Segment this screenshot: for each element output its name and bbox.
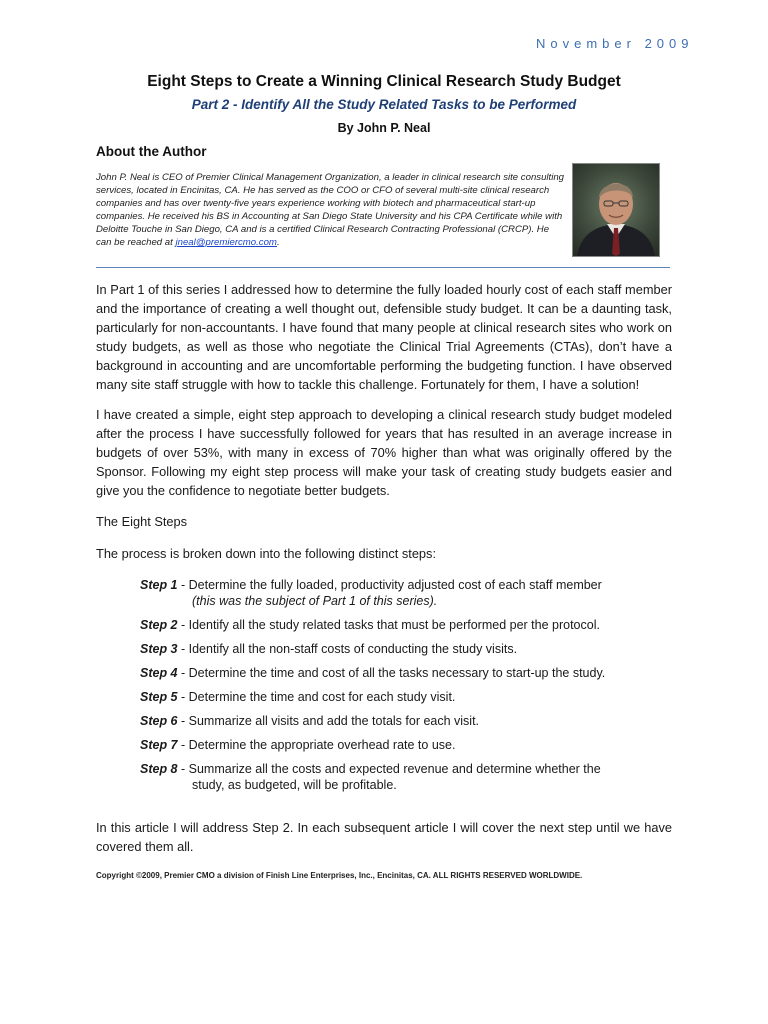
step-text: - Determine the time and cost for each study visit. bbox=[177, 690, 456, 704]
copyright-notice: Copyright ©2009, Premier CMO a division of Finish Line Enterprises, Inc., Encinitas, CA. ALL RIGHTS RESERVED WORLDWIDE. bbox=[96, 871, 583, 880]
step-text: - Determine the time and cost of all the tasks necessary to start-up the study. bbox=[177, 666, 606, 680]
steps-list bbox=[140, 577, 636, 801]
step-item-1 bbox=[140, 577, 636, 609]
author-email-link[interactable]: jneal@premiercmo.com bbox=[175, 237, 277, 248]
article-paragraph-1: In Part 1 of this series I addressed how to determine the fully loaded hourly cost of each staff member and the importance of creating a well thought out, defensible study budget. It can be a daunting task, particularly for non-accountants. I have found that many people at clinical research sites who work on study budgets, as well as those who negotiate the Clinical Trial Agreements (CTAs), don’t have a background in accounting and are uncomfortable performing the budgeting function. I have observed many site staff struggle with how to tackle this challenge. Fortunately for them, I have a solution! bbox=[96, 282, 672, 392]
author-bio-text: John P. Neal is CEO of Premier Clinical Management Organization, a leader in clinical research site consulting services, located in Encinitas, CA. He has served as the COO or CFO of several multi-site clinical research companies and has over twenty-five years experience working with biotech and pharmaceutical start-up companies. He received his BS in Accounting at San Diego State University and his CPA Certificate while with Deloitte Touche in San Diego, CA and is a certified Clinical Research Contracting Professional (CRCP). He can be reached at bbox=[96, 172, 565, 248]
step-label: Step 6 bbox=[140, 714, 178, 728]
eight-steps-heading: The Eight Steps bbox=[96, 514, 188, 529]
step-text: - Identify all the non-staff costs of conducting the study visits. bbox=[177, 642, 518, 656]
author-bio-end: . bbox=[276, 237, 280, 248]
author-photo bbox=[572, 163, 660, 257]
step-item-5 bbox=[140, 689, 636, 705]
step-text: - Determine the fully loaded, productivity adjusted cost of each staff member bbox=[177, 578, 602, 592]
article-subtitle: Part 2 - Identify All the Study Related Tasks to be Performed bbox=[191, 97, 577, 112]
step-note: (this was the subject of Part 1 of this series). bbox=[192, 594, 438, 608]
step-label: Step 8 bbox=[140, 762, 178, 776]
author-portrait-image bbox=[573, 164, 659, 256]
author-bio bbox=[96, 171, 566, 249]
step-label: Step 3 bbox=[140, 642, 178, 656]
step-item-6 bbox=[140, 713, 636, 729]
step-item-3 bbox=[140, 641, 636, 657]
step-label: Step 1 bbox=[140, 578, 178, 592]
step-item-7 bbox=[140, 737, 636, 753]
author-byline: By John P. Neal bbox=[337, 121, 431, 135]
step-label: Step 2 bbox=[140, 618, 178, 632]
article-paragraph-3: In this article I will address Step 2. In each subsequent article I will cover the next step until we have covered them all. bbox=[96, 820, 672, 854]
article-title: Eight Steps to Create a Winning Clinical Research Study Budget bbox=[147, 73, 621, 90]
step-label: Step 7 bbox=[140, 738, 178, 752]
publication-date: November 2009 bbox=[536, 36, 694, 51]
step-label: Step 5 bbox=[140, 690, 178, 704]
step-text: - Summarize all the costs and expected revenue and determine whether the study, as budgeted, will be profitable. bbox=[177, 762, 601, 792]
article-paragraph-2: I have created a simple, eight step approach to developing a clinical research study budget modeled after the process I have successfully followed for years that has resulted in an average increase in budgets of over 53%, with many in excess of 70% higher than what was originally offered by the Sponsor. Following my eight step process will make your task of creating study budgets easier and give you the confidence to negotiate better budgets. bbox=[96, 407, 672, 498]
step-text: - Identify all the study related tasks that must be performed per the protocol. bbox=[177, 618, 600, 632]
step-text: - Summarize all visits and add the totals for each visit. bbox=[177, 714, 480, 728]
step-label: Step 4 bbox=[140, 666, 178, 680]
about-author-heading: About the Author bbox=[96, 144, 207, 159]
process-intro: The process is broken down into the following distinct steps: bbox=[96, 546, 437, 561]
step-item-8 bbox=[140, 761, 636, 793]
step-item-2 bbox=[140, 617, 636, 633]
step-item-4 bbox=[140, 665, 636, 681]
section-divider bbox=[96, 267, 670, 268]
step-text: - Determine the appropriate overhead rate to use. bbox=[177, 738, 456, 752]
